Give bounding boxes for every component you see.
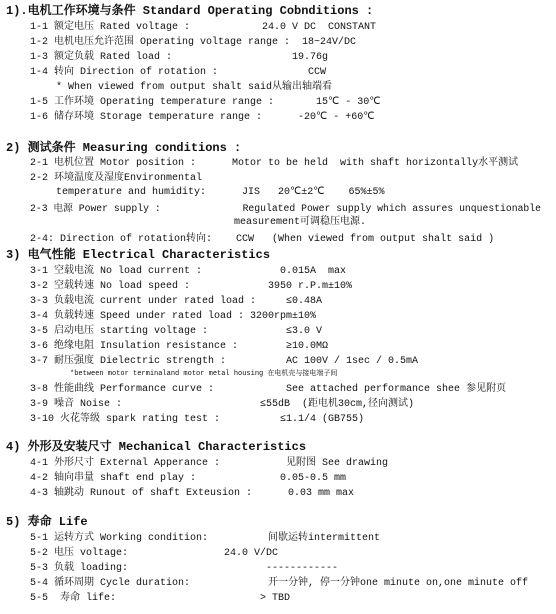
spec-line-3-5: 3-5 启动电压 starting voltage : ≤3.0 V <box>30 326 323 337</box>
spec-line-2-1: 2-1 电机位置 Motor position : Motor to be held with shaft horizontally水平测试 <box>30 158 519 169</box>
spec-line-3-8: 3-8 性能曲线 Performance curve : See attached performance shee 参见附页 <box>30 384 507 395</box>
spec-line-2-2: 2-2 环境温度及湿度Environmental <box>30 173 203 184</box>
section-1-title: 1).电机工作环境与条件 Standard Operating Cobnditions : <box>6 4 374 18</box>
section-4-title: 4) 外形及安装尺寸 Mechanical Characteristics <box>6 440 307 454</box>
spec-line-1-2: 1-2 电机电压允许范围 Operating voltage range : 18~24V/DC <box>30 37 357 48</box>
spec-line-3-9: 3-9 噪音 Noise : ≤55dB (距电机30cm,径向测试) <box>30 399 415 410</box>
spec-line-2-3: 2-3 电源 Power supply : Regulated Power supply which assures unquestionable <box>30 203 541 214</box>
section-5-title: 5) 寿命 Life <box>6 515 88 529</box>
spec-line-3-7: 3-7 耐压强度 Dielectric strength : AC 100V / 1sec / 0.5mA <box>30 356 419 367</box>
spec-line-5-5: 5-5 寿命 life: > TBD <box>30 593 291 604</box>
spec-line-3-1: 3-1 空载电流 No load current : 0.015A max <box>30 266 347 277</box>
section-3-title: 3) 电气性能 Electrical Characteristics <box>6 248 271 262</box>
spec-line-5-2: 5-2 电压 voltage: 24.0 V/DC <box>30 548 279 559</box>
spec-line-4-1: 4-1 外形尺寸 External Apperance : 见附图 See drawing <box>30 458 389 469</box>
spec-line-3-6: 3-6 绝缘电阻 Insulation resistance : ≥10.0MΩ <box>30 341 329 352</box>
spec-line-5-1: 5-1 运转方式 Working condition: 间歇运转intermittent <box>30 533 381 544</box>
spec-line-1-4: 1-4 转向 Direction of rotation : CCW <box>30 67 327 78</box>
spec-line-2-3-cont: measurement可调稳压电源. <box>234 217 367 228</box>
spec-line-1-1: 1-1 额定电压 Rated voltage : 24.0 V DC CONSTANT <box>30 22 377 33</box>
spec-line-1-3: 1-3 额定负载 Rated load : 19.76g <box>30 52 329 63</box>
spec-line-1-6: 1-6 储存环境 Storage temperature range : -20℃ - +60℃ <box>30 112 375 123</box>
spec-line-1-5: 1-5 工作环境 Operating temperature range : 15℃ - 30℃ <box>30 97 381 108</box>
spec-line-3-4: 3-4 负载转速 Speed under rated load : 3200rpm±10% <box>30 311 317 322</box>
spec-note-dielectric: *between motor terminaland motor metal housing 在电机壳与接电端子间 <box>70 370 338 378</box>
spec-line-3-10: 3-10 火花等级 spark rating test : ≤1.1/4 (GB755) <box>30 414 365 425</box>
spec-line-3-2: 3-2 空载转速 No load speed : 3950 r.P.m±10% <box>30 281 353 292</box>
spec-line-5-4: 5-4 循环周期 Cycle duration: 开一分钟, 停一分钟one minute on,one minute off <box>30 578 529 589</box>
spec-line-2-2-cont: temperature and humidity: JIS 20℃±2℃ 65%±5% <box>56 187 385 198</box>
spec-line-4-2: 4-2 轴向串量 shaft end play : 0.05-0.5 mm <box>30 473 347 484</box>
spec-line-5-3: 5-3 负载 loading: ------------ <box>30 563 339 574</box>
spec-line-4-3: 4-3 轴跳动 Runout of shaft Exteusion : 0.03 mm max <box>30 488 355 499</box>
spec-line-2-4: 2-4: Direction of rotation转向: CCW (When viewed from output shalt said ) <box>30 234 495 245</box>
spec-note-rotation: * When viewed from output shalt said从输出轴端看 <box>56 82 333 93</box>
spec-line-3-3: 3-3 负载电流 current under rated load : ≤0.48A <box>30 296 323 307</box>
section-2-title: 2) 测试条件 Measuring conditions : <box>6 141 242 155</box>
